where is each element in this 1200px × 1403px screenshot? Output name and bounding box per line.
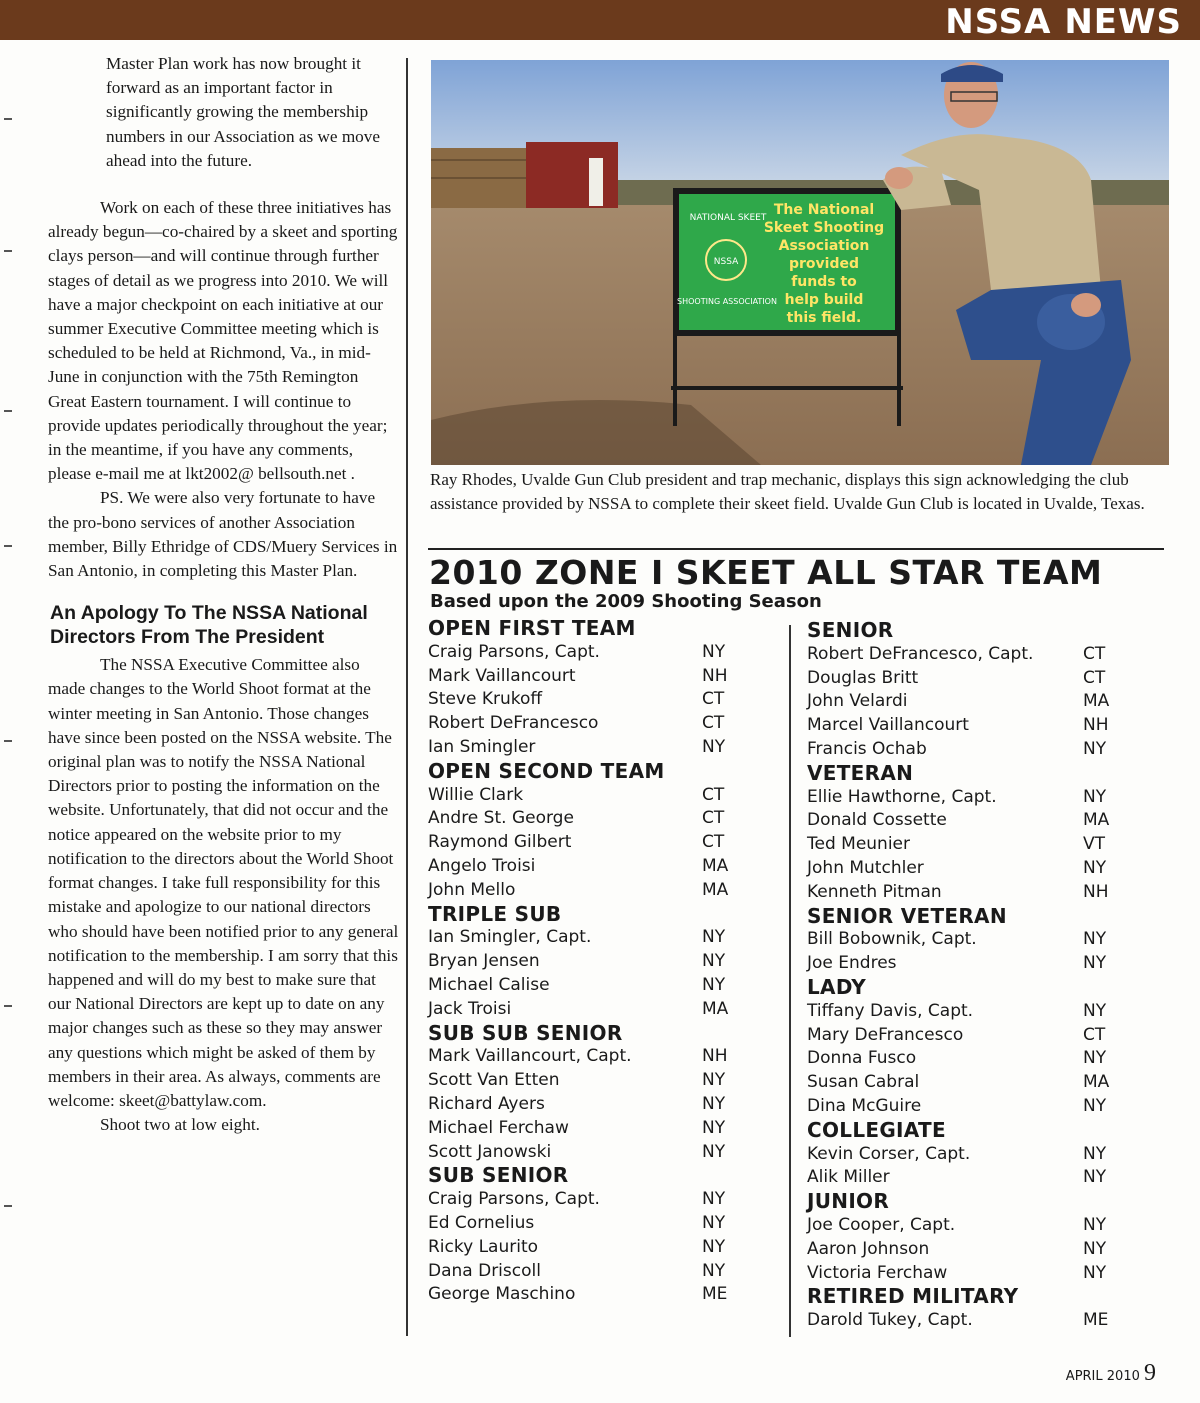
margin-mark (4, 118, 12, 120)
signoff: Shoot two at low eight. (100, 1115, 260, 1135)
paragraph-master-plan: Master Plan work has now brought it forward as an important factor in significantly growing the membership numbers in our Association as we move ahead into the future. (106, 54, 381, 170)
header-band (0, 0, 1200, 40)
roster-row (428, 1141, 758, 1165)
shooter-state: NY (1083, 786, 1107, 807)
roster-row (807, 643, 1137, 667)
shooter-state: CT (1083, 643, 1106, 664)
shooter-name: John Mello (428, 879, 516, 900)
roster-row (428, 736, 758, 760)
section-rule (428, 548, 1164, 550)
shooter-name: Scott Van Etten (428, 1070, 560, 1091)
shooter-state: MA (1083, 810, 1110, 831)
shooter-name: Mark Vaillancourt, Capt. (428, 1046, 632, 1067)
category-heading: OPEN SECOND TEAM (428, 758, 665, 783)
roster-row (807, 786, 1137, 810)
category-heading: VETERAN (807, 760, 914, 785)
shooter-state: NY (1083, 929, 1107, 950)
roster-row (428, 1260, 758, 1284)
photo-illustration (431, 60, 1169, 465)
shooter-state: CT (702, 689, 725, 710)
category-heading: JUNIOR (807, 1189, 890, 1214)
page-footer (1066, 1360, 1156, 1387)
photo-caption: Ray Rhodes, Uvalde Gun Club president and trap mechanic, displays this sign acknowledging the club assistance provided by NSSA to complete their skeet field. Uvalde Gun Club is located in Uvalde, Texas. (430, 470, 1145, 513)
roster-row (807, 1143, 1137, 1167)
shooter-name: Dina McGuire (807, 1095, 922, 1116)
shooter-state: MA (702, 855, 729, 876)
roster-row (428, 974, 758, 998)
shooter-state: NY (1083, 1238, 1107, 1259)
shooter-name: Craig Parsons, Capt. (428, 641, 600, 662)
shooter-name: Mark Vaillancourt (428, 665, 576, 686)
shooter-state: NY (1083, 1214, 1107, 1235)
roster-row (428, 1117, 758, 1141)
shooter-state: NH (1083, 881, 1109, 902)
shooter-name: Andre St. George (428, 808, 574, 829)
shooter-state: NY (1083, 738, 1107, 759)
shooter-state: CT (1083, 667, 1106, 688)
shooter-state: MA (702, 998, 729, 1019)
roster-row (428, 1188, 758, 1212)
sign-logo-center: NSSA (713, 257, 739, 267)
roster-row (807, 809, 1137, 833)
shooter-name: Bryan Jensen (428, 951, 540, 972)
roster-row (428, 1283, 758, 1307)
shooter-state: NY (1083, 1095, 1107, 1116)
shooter-name: Craig Parsons, Capt. (428, 1189, 600, 1210)
roster-row (807, 857, 1137, 881)
shooter-state: NY (702, 1070, 726, 1091)
shooter-state: NY (702, 1260, 726, 1281)
roster-row (807, 1166, 1137, 1190)
shooter-name: Susan Cabral (807, 1072, 920, 1093)
shooter-name: George Maschino (428, 1284, 576, 1305)
roster-row (807, 1309, 1137, 1333)
shooter-state: NH (702, 665, 728, 686)
list-column-divider (789, 625, 791, 1337)
shooter-state: NY (1083, 1048, 1107, 1069)
sign-line: provided (788, 256, 860, 272)
shooter-name: Steve Krukoff (428, 689, 543, 710)
roster-row (428, 807, 758, 831)
shooter-name: Willie Clark (428, 784, 524, 805)
shooter-state: NH (1083, 715, 1109, 736)
shooter-name: Victoria Ferchaw (807, 1262, 948, 1283)
shooter-name: Robert DeFrancesco, Capt. (807, 643, 1034, 664)
shooter-state: CT (702, 808, 725, 829)
sign-line: Association (778, 238, 870, 254)
paragraph-ps: PS. We were also very fortunate to have the pro-bono services of another Association member, Billy Ethridge of CDS/Muery Services in San Antonio, in completing this Master Plan. (48, 488, 398, 581)
paragraph-initiatives: Work on each of these three initiatives has already begun—co-chaired by a skeet and sporting clays person—and will continue through further stages of detail as we progress into 2010. We will have a major checkpoint on each initiative at our summer Executive Committee meeting which is scheduled to be held at Richmond, Va., in mid-June in conjunction with the 75th Remington Great Eastern tournament. I will continue to provide updates periodically throughout the year; in the meantime, if you have any comments, please e-mail me at lkt2002@ bellsouth.net . (48, 198, 398, 484)
roster-row (428, 1045, 758, 1069)
roster-row (807, 881, 1137, 905)
shooter-name: Scott Janowski (428, 1141, 552, 1162)
shooter-state: MA (1083, 1072, 1110, 1093)
margin-mark (4, 250, 12, 252)
shooter-name: Ricky Laurito (428, 1236, 539, 1257)
roster-row (428, 1069, 758, 1093)
left-column (48, 52, 400, 1137)
category-heading: SUB SUB SENIOR (428, 1020, 623, 1045)
article-subtitle: Based upon the 2009 Shooting Season (430, 591, 822, 612)
photo-sign (431, 60, 1169, 465)
shooter-state: NY (702, 1189, 726, 1210)
shooter-state: NY (702, 951, 726, 972)
shooter-state: NY (702, 1093, 726, 1114)
roster-row (428, 950, 758, 974)
shooter-state: NY (1083, 1167, 1107, 1188)
shooter-name: Douglas Britt (807, 667, 919, 688)
margin-mark (4, 545, 12, 547)
roster-row (428, 1236, 758, 1260)
roster-row (428, 879, 758, 903)
roster-row (807, 714, 1137, 738)
roster-row (428, 641, 758, 665)
shooter-name: Michael Ferchaw (428, 1117, 569, 1138)
shooter-name: Michael Calise (428, 974, 550, 995)
shooter-name: Angelo Troisi (428, 855, 536, 876)
shooter-state: NY (702, 736, 726, 757)
issue-date: APRIL 2010 (1065, 1369, 1140, 1384)
shooter-state: NY (702, 1236, 726, 1257)
shooter-name: Ian Smingler (428, 736, 536, 757)
shooter-state: NY (702, 1117, 726, 1138)
roster-row (807, 1071, 1137, 1095)
shooter-state: NY (1083, 1262, 1107, 1283)
shooter-name: Kevin Corser, Capt. (807, 1143, 971, 1164)
roster-row (807, 1095, 1137, 1119)
roster-row (807, 1238, 1137, 1262)
shooter-state: NY (702, 1141, 726, 1162)
roster-row (807, 1024, 1137, 1048)
roster-row (428, 784, 758, 808)
roster-row (807, 667, 1137, 691)
shooter-name: Ed Cornelius (428, 1212, 535, 1233)
roster-row (807, 833, 1137, 857)
roster-row (807, 690, 1137, 714)
sign-line: Skeet Shooting (763, 220, 885, 236)
shooter-name: Darold Tukey, Capt. (807, 1310, 973, 1331)
section-title: NSSA NEWS (945, 2, 1182, 42)
shooter-name: Alik Miller (807, 1167, 890, 1188)
category-heading: RETIRED MILITARY (807, 1284, 1019, 1309)
shooter-name: Francis Ochab (807, 738, 927, 759)
shooter-name: Mary DeFrancesco (807, 1024, 964, 1045)
shooter-state: NY (1083, 857, 1107, 878)
sign-line: help build (784, 292, 864, 308)
shooter-name: Bill Bobownik, Capt. (807, 929, 977, 950)
category-heading: LADY (807, 974, 867, 999)
shooter-name: Robert DeFrancesco (428, 713, 599, 734)
roster-row (428, 1093, 758, 1117)
shooter-state: VT (1083, 834, 1106, 855)
shooter-state: CT (702, 784, 725, 805)
category-heading: SENIOR (807, 618, 894, 642)
shooter-state: CT (702, 713, 725, 734)
shooter-name: Donna Fusco (807, 1048, 917, 1069)
shooter-name: Joe Endres (807, 953, 897, 974)
category-heading: COLLEGIATE (807, 1117, 946, 1142)
column-divider (406, 58, 408, 1336)
sign-line: The National (773, 202, 875, 218)
roster-row (807, 952, 1137, 976)
shooter-state: NY (1083, 1143, 1107, 1164)
roster-row (428, 926, 758, 950)
roster-row (807, 928, 1137, 952)
article-title: 2010 ZONE I SKEET ALL STAR TEAM (429, 553, 1103, 592)
roster-row (807, 738, 1137, 762)
roster-row (807, 1000, 1137, 1024)
apology-heading: An Apology To The NSSA National Directors From The President (50, 602, 368, 649)
shooter-name: Ted Meunier (807, 834, 910, 855)
margin-mark (4, 740, 12, 742)
shooter-name: John Mutchler (807, 857, 924, 878)
roster-row (807, 1262, 1137, 1286)
shooter-name: Marcel Vaillancourt (807, 715, 969, 736)
category-heading: TRIPLE SUB (428, 901, 562, 926)
sign-line: funds to (791, 274, 857, 290)
shooter-name: Richard Ayers (428, 1093, 545, 1114)
sign-line: this field. (786, 310, 862, 326)
category-heading: OPEN FIRST TEAM (428, 616, 636, 640)
roster-row (428, 998, 758, 1022)
shooter-name: John Velardi (807, 691, 908, 712)
roster-row (807, 1214, 1137, 1238)
shooter-state: ME (702, 1284, 728, 1305)
margin-mark (4, 1205, 12, 1207)
shooter-name: Donald Cossette (807, 810, 947, 831)
shooter-name: Joe Cooper, Capt. (807, 1214, 956, 1235)
team-list-left (428, 617, 758, 1307)
shooter-name: Jack Troisi (428, 998, 512, 1019)
shooter-state: MA (702, 879, 729, 900)
shooter-name: Ian Smingler, Capt. (428, 927, 592, 948)
shooter-name: Raymond Gilbert (428, 832, 572, 853)
shooter-state: NY (702, 974, 726, 995)
margin-mark (4, 1005, 12, 1007)
roster-row (428, 665, 758, 689)
shooter-state: CT (702, 832, 725, 853)
paragraph-apology: The NSSA Executive Committee also made changes to the World Shoot format at the winter meeting in San Antonio. Those changes have since been posted on the NSSA website. The original plan was to notify the NSSA National Directors prior to posting the information on the website. Unfortunately, that did not occur and the notice appeared on the website prior to my notification to the directors about the World Shoot format changes. I take full responsibility for this mistake and apologize to our national directors who should have been notified prior to any general notification to the membership. I am sorry that this happened and will do my best to make sure that our National Directors are kept up to date on any major changes such as these so they may answer any questions which might be asked of them by members in their area. As always, comments are welcome: skeet@battylaw.com. (48, 655, 399, 1110)
shooter-name: Kenneth Pitman (807, 881, 942, 902)
roster-row (428, 831, 758, 855)
page-number: 9 (1144, 1360, 1156, 1386)
shooter-name: Aaron Johnson (807, 1238, 930, 1259)
shooter-name: Ellie Hawthorne, Capt. (807, 786, 997, 807)
shooter-name: Dana Driscoll (428, 1260, 541, 1281)
shooter-state: NY (702, 641, 726, 662)
roster-row (428, 712, 758, 736)
roster-row (807, 1047, 1137, 1071)
roster-row (428, 688, 758, 712)
shooter-state: NY (1083, 953, 1107, 974)
shooter-state: MA (1083, 691, 1110, 712)
shooter-state: ME (1083, 1310, 1109, 1331)
category-heading: SENIOR VETERAN (807, 903, 1007, 928)
shooter-state: NH (702, 1046, 728, 1067)
roster-row (428, 855, 758, 879)
shooter-state: NY (702, 927, 726, 948)
roster-row (428, 1212, 758, 1236)
category-heading: SUB SENIOR (428, 1163, 569, 1188)
team-list-right (807, 619, 1137, 1333)
sign-logo-bottom: SHOOTING ASSOCIATION (677, 297, 777, 306)
shooter-state: CT (1083, 1024, 1106, 1045)
margin-mark (4, 410, 12, 412)
sign-logo-top: NATIONAL SKEET (689, 213, 767, 223)
shooter-name: Tiffany Davis, Capt. (807, 1000, 974, 1021)
shooter-state: NY (702, 1212, 726, 1233)
shooter-state: NY (1083, 1000, 1107, 1021)
